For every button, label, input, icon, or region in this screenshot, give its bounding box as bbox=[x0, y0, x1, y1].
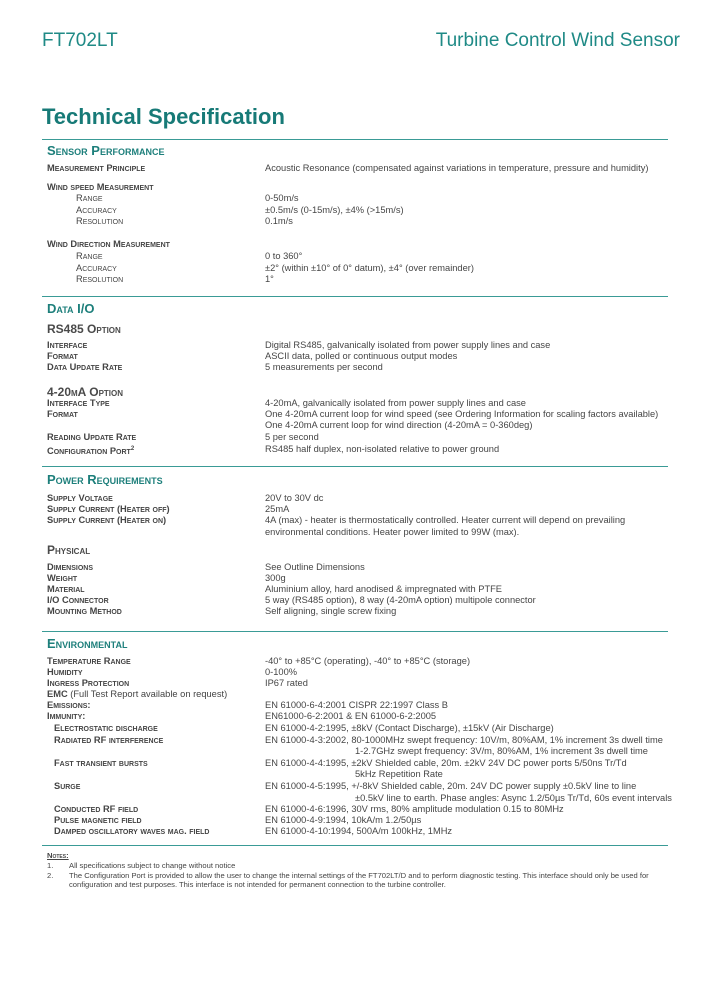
subsection-heading-4-20ma: 4-20mA Option bbox=[47, 385, 124, 399]
spec-row-io-connector: I/O Connector 5 way (RS485 option), 8 way (4-20mA option) multipole connector bbox=[47, 595, 536, 605]
spec-row-wind-direction-resolution: Resolution 1° bbox=[76, 274, 274, 284]
spec-row-wind-speed-resolution: Resolution 0.1m/s bbox=[76, 216, 293, 226]
spec-row-fast-transient-continued: 5kHz Repetition Rate bbox=[355, 769, 443, 779]
document-subtitle: Turbine Control Wind Sensor bbox=[435, 30, 680, 51]
spec-row-measurement-principle: Measurement Principle Acoustic Resonance (compensated against variations in temperature, pressure and humidity) bbox=[47, 163, 649, 173]
divider bbox=[42, 296, 668, 297]
note-item: 2. The Configuration Port is provided to allow the user to change the internal settings of the FT702LT/D and to perform diagnostic testing. This interface should only be used for configuration and test purposes. This interface is not intended for permanent connection to the turbine controller. bbox=[47, 870, 649, 889]
notes-heading: Notes: bbox=[47, 851, 69, 860]
spec-row-emc: EMC (Full Test Report available on request) bbox=[47, 689, 228, 699]
divider bbox=[42, 466, 668, 467]
spec-row-ma-format: Format One 4-20mA current loop for wind speed (see Ordering Information for scaling factors available) bbox=[47, 409, 659, 419]
spec-row-conducted-rf: Conducted RF field EN 61000-4-6:1996, 30V rms, 80% amplitude modulation 0.15 to 80MHz bbox=[54, 804, 564, 814]
spec-row-radiated-rf: Radiated RF interference EN 61000-4-3:2002, 80-1000MHz swept frequency: 10V/m, 80%AM, 1% increment 3s dwell time bbox=[54, 735, 663, 745]
section-heading-power: Power Requirements bbox=[47, 472, 163, 487]
spec-row-current-heater-off: Supply Current (Heater off) 25mA bbox=[47, 504, 290, 514]
note-item: 1. All specifications subject to change without notice bbox=[47, 860, 236, 870]
spec-group-wind-direction: Wind Direction Measurement bbox=[47, 239, 170, 249]
spec-row-fast-transient: Fast transient bursts EN 61000-4-4:1995, ±2kV Shielded cable, 20m. ±2kV 24V DC power ports 5/50ns Tr/Td bbox=[54, 758, 627, 768]
subsection-heading-physical: Physical bbox=[47, 543, 91, 557]
spec-row-wind-direction-accuracy: Accuracy ±2° (within ±10° of 0° datum), ±4° (over remainder) bbox=[76, 263, 474, 273]
spec-row-current-heater-on-continued: environmental conditions. Heater power limited to 99W (max). bbox=[265, 527, 520, 537]
spec-row-weight: Weight 300g bbox=[47, 573, 286, 583]
spec-row-ma-config-port: Configuration Port$^2$ RS485 half duplex, non-isolated relative to power ground bbox=[47, 444, 500, 457]
spec-row-supply-voltage: Supply Voltage 20V to 30V dc bbox=[47, 493, 324, 503]
section-heading-data-io: Data I/O bbox=[47, 301, 95, 316]
spec-row-radiated-rf-continued: 1-2.7GHz swept frequency: 3V/m, 80%AM, 1% increment 3s dwell time bbox=[355, 746, 648, 756]
spec-row-emissions: Emissions: EN 61000-6-4:2001 CISPR 22:1997 Class B bbox=[47, 700, 448, 710]
spec-row-rs485-update-rate: Data Update Rate 5 measurements per second bbox=[47, 362, 383, 372]
spec-row-surge-continued: ±0.5kV line to earth. Phase angles: Async 1.2/50µs Tr/Td, 60s event intervals bbox=[355, 793, 672, 803]
spec-row-ma-format-continued: One 4-20mA current loop for wind direction (4-20mA = 0-360deg) bbox=[265, 420, 533, 430]
spec-row-material: Material Aluminium alloy, hard anodised & impregnated with PTFE bbox=[47, 584, 503, 594]
product-code: FT702LT bbox=[42, 30, 118, 51]
spec-row-temperature: Temperature Range -40° to +85°C (operating), -40° to +85°C (storage) bbox=[47, 656, 471, 666]
notes-block bbox=[47, 851, 677, 896]
spec-row-ingress: Ingress Protection IP67 rated bbox=[47, 678, 308, 688]
subsection-heading-rs485: RS485 Option bbox=[47, 322, 121, 336]
spec-row-damped-oscillatory: Damped oscillatory waves mag. field EN 61000-4-10:1994, 500A/m 100kHz, 1MHz bbox=[54, 826, 453, 836]
spec-group-wind-speed: Wind speed Measurement bbox=[47, 182, 154, 192]
spec-row-wind-speed-range: Range 0-50m/s bbox=[76, 193, 299, 203]
divider bbox=[42, 845, 668, 846]
divider bbox=[42, 631, 668, 632]
spec-row-immunity: Immunity: EN61000-6-2:2001 & EN 61000-6-2:2005 bbox=[47, 711, 437, 721]
divider bbox=[42, 139, 668, 140]
section-heading-environmental: Environmental bbox=[47, 636, 128, 651]
spec-row-humidity: Humidity 0-100% bbox=[47, 667, 298, 677]
spec-row-wind-direction-range: Range 0 to 360° bbox=[76, 251, 303, 261]
spec-row-esd: Electrostatic discharge EN 61000-4-2:1995, ±8kV (Contact Discharge), ±15kV (Air Discharge) bbox=[54, 723, 554, 733]
spec-row-mounting: Mounting Method Self aligning, single screw fixing bbox=[47, 606, 397, 616]
spec-row-wind-speed-accuracy: Accuracy ±0.5m/s (0-15m/s), ±4% (>15m/s) bbox=[76, 205, 404, 215]
spec-row-current-heater-on: Supply Current (Heater on) 4A (max) - heater is thermostatically controlled. Heater current will depend on prevailing bbox=[47, 515, 626, 525]
spec-row-dimensions: Dimensions See Outline Dimensions bbox=[47, 562, 365, 572]
page-title: Technical Specification bbox=[42, 104, 285, 129]
spec-row-pulse-magnetic: Pulse magnetic field EN 61000-4-9:1994, 10kA/m 1.2/50µs bbox=[54, 815, 422, 825]
section-heading-sensor: Sensor Performance bbox=[47, 143, 165, 158]
spec-row-rs485-interface: Interface Digital RS485, galvanically isolated from power supply lines and case bbox=[47, 340, 551, 350]
spec-row-ma-reading-rate: Reading Update Rate 5 per second bbox=[47, 432, 319, 442]
spec-row-rs485-format: Format ASCII data, polled or continuous output modes bbox=[47, 351, 458, 361]
spec-row-ma-interface-type: Interface Type 4-20mA, galvanically isolated from power supply lines and case bbox=[47, 398, 526, 408]
spec-row-surge: Surge EN 61000-4-5:1995, +/-8kV Shielded cable, 20m. 24V DC power supply ±0.5kV line to line bbox=[54, 781, 637, 791]
